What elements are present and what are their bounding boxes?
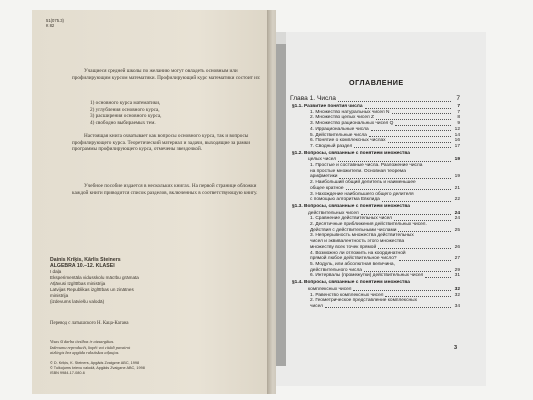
translator-credit: Перевод с латышского Н. Каца-Кагана	[50, 321, 129, 326]
toc-leader-dots	[394, 220, 451, 221]
page-margin-band-top	[276, 32, 286, 44]
approval-line: Atļāvusi Izglītības ministrija	[50, 281, 106, 286]
list-item: 3) расширения основного курса,	[90, 113, 162, 120]
toc-entry-text: 3. Множество рациональных чисел Q	[310, 121, 394, 127]
toc-entry-page: 12	[454, 126, 460, 132]
toc-entry-text: 5. Модуль, или абсолютная величина,	[310, 261, 395, 267]
book-title: ALGEBRA 10.–12. KLASEI	[50, 263, 115, 269]
toc-entry	[290, 197, 460, 203]
toc-entry-page: 29	[454, 267, 460, 273]
toc-leader-dots	[376, 119, 451, 120]
toc-entry-page: 24	[454, 210, 460, 216]
page-margin-band	[276, 44, 286, 366]
toc-leader-dots	[339, 178, 451, 179]
toc-entry-text: общее кратное	[310, 185, 344, 191]
toc-entry-text: 6. Понятие о комплексных числах	[310, 138, 386, 144]
page-number: 3	[454, 345, 458, 351]
toc-entry-page: 8	[457, 115, 460, 121]
copyright-line: © Tulkojums krievu valodā, Apgāds Zvaigzne ABC, 1998	[50, 365, 145, 370]
toc-entry-page: 31	[454, 273, 460, 279]
toc-leader-dots	[365, 108, 451, 109]
toc-entry-text: 3. Непрерывность множества действительных	[310, 233, 414, 239]
part-label: I daļa	[50, 269, 62, 274]
paragraph-3: Учебное пособие издается в нескольких книгах. На первой странице обложки каждой книги приводится список разделов, включенных в соответствующую книгу.	[72, 183, 258, 196]
rights-line: aizliegts bez apgāda rakstiskas atļaujas.	[50, 350, 120, 355]
toc-leader-dots	[346, 189, 452, 190]
toc-entry-text: множеству всех точек прямой	[310, 244, 377, 250]
list-item: 1) основного курса математики,	[90, 100, 161, 106]
toc-entry-page: 7	[457, 104, 460, 109]
udk-code	[46, 18, 64, 28]
paragraph-2: Настоящая книга охватывает как вопросы основного курса, так и вопросы профилирующего курса. Теоретический материал и задачи, выходящие за рамки программы профилирующего курса, отмечены звездочкой.	[72, 133, 251, 153]
toc-title: ОГЛАВЛЕНИЕ	[349, 78, 404, 87]
toc-leader-dots	[395, 125, 451, 126]
rights-line: Visas šī darba tiesības ir aizsargātas.	[50, 339, 115, 344]
toc-entry-text: 2. Наибольший общий делитель и наименьшее	[310, 180, 416, 186]
toc-entry-text: 1. Сравнение действительных чисел	[310, 216, 392, 222]
toc-leader-dots	[425, 277, 451, 278]
udk-line: К 82	[46, 23, 55, 28]
toc-entry-text: §1.2. Вопросы, связанные с понятием множества	[292, 150, 410, 156]
course-list	[90, 100, 161, 126]
toc-leader-dots	[371, 130, 451, 131]
toc-leader-dots	[338, 161, 451, 162]
toc-entry-text: комплексных чисел	[308, 286, 352, 292]
toc-entry-page: 32	[454, 286, 460, 292]
toc-entry-page: 16	[454, 138, 460, 144]
approval-line: (izdevums latviešu valodā)	[50, 299, 105, 304]
table-of-contents	[290, 95, 460, 310]
toc-leader-dots	[325, 307, 451, 308]
toc-entry-text: §1.3. Вопросы, связанные с понятием множества	[292, 203, 410, 209]
toc-entry	[290, 95, 460, 103]
list-item: 2) углубления основного курса,	[90, 106, 160, 113]
toc-entry-text: с помощью алгоритма Евклида	[310, 197, 380, 203]
toc-entry-text: чисел	[310, 303, 323, 309]
toc-entry	[290, 151, 460, 157]
toc-leader-dots	[353, 290, 451, 291]
toc-entry-page: 22	[454, 197, 460, 203]
bibliographic-block	[50, 257, 139, 305]
approval-line: ministrija	[50, 293, 69, 298]
toc-entry-page: 32	[454, 292, 460, 298]
approval-line: Eksperimentāla vidusskolu mācību grāmata	[50, 275, 139, 280]
list-item: 4) свободно выбираемых тем.	[90, 119, 156, 126]
toc-leader-dots	[385, 296, 451, 297]
toc-entry-text: 3. Нахождение наибольшего общего делителя	[310, 191, 414, 197]
toc-leader-dots	[378, 248, 451, 249]
intro-paragraph: Учащиеся средней школы по желанию могут овладеть основным или профилирующим курсом математики. Профилирующий курс математики состоит из:	[72, 68, 261, 81]
toc-entry-text: 2. Десятичные приближения действительных чисел.	[310, 222, 427, 228]
toc-leader-dots	[388, 142, 451, 143]
toc-entry-text: 1. Множество натуральных чисел N	[310, 109, 390, 115]
toc-entry	[290, 204, 460, 210]
toc-leader-dots	[392, 113, 451, 114]
toc-entry-text: целых чисел	[308, 157, 337, 163]
toc-entry-page: 19	[454, 157, 460, 163]
toc-entry-page: 27	[454, 256, 460, 262]
toc-entry-text: 1. Равенство комплексных чисел	[310, 292, 384, 298]
toc-leader-dots	[338, 101, 451, 102]
toc-entry	[290, 304, 460, 310]
toc-entry-text: действительных чисел	[308, 210, 359, 216]
copyright-line: © D. Kriķis, K. Steiners, Apgāds Zvaigzne ABC, 1998	[50, 361, 140, 365]
isbn: ISBN 9984-17-080-6	[50, 370, 85, 375]
toc-entry-page: 17	[454, 143, 460, 149]
toc-entry-text: на простые множители. Основная теорема	[310, 168, 406, 174]
toc-entry-text: 2. Множество целых чисел Z	[310, 115, 374, 121]
toc-leader-dots	[354, 147, 451, 148]
toc-entry-text: 6. Интервалы (промежутки) действительных чисел	[310, 273, 424, 279]
toc-entry-page: 14	[454, 132, 460, 138]
toc-entry-text: 5. Действительные числа	[310, 132, 367, 138]
toc-entry-page: 34	[454, 303, 460, 309]
toc-entry-page: 9	[457, 121, 460, 127]
toc-entry-text: Действия с действительными числами	[310, 227, 397, 233]
approval-line: Latvijas Republikas izglītības un zinātnes	[50, 287, 134, 292]
toc-entry-page: 7	[456, 95, 460, 102]
rights-notice	[50, 339, 130, 356]
toc-leader-dots	[382, 201, 451, 202]
toc-entry-text: Глава 1. Числа	[290, 95, 336, 102]
toc-entry-text: §1.1. Развитие понятия числа	[292, 104, 363, 109]
toc-entry-text: 1. Простые и составные числа. Разложение числа	[310, 163, 423, 169]
toc-entry-page: 26	[454, 244, 460, 250]
toc-entry-text: §1.4. Вопросы, связанные с понятием множества	[292, 280, 410, 286]
toc-entry-page: 19	[454, 174, 460, 180]
toc-entry-text: 4. Иррациональные числа	[310, 126, 369, 132]
toc-entry-text: 2. Геометрическое представление комплексных	[310, 298, 417, 304]
toc-entry-text: 4. Возможно ли отложить на координатной	[310, 250, 406, 256]
toc-entry	[290, 144, 460, 150]
udk-line: 51(075.3)	[46, 18, 64, 23]
authors: Dainis Kriķis, Kārlis Steiners	[50, 257, 121, 263]
toc-entry-page: 25	[454, 227, 460, 233]
rights-line: Izdevumu reproducēt, kopēt vai citādi pavairot	[50, 344, 131, 350]
toc-entry	[290, 280, 460, 286]
toc-entry-page: 7	[457, 109, 460, 115]
book-spine	[268, 10, 276, 394]
toc-entry-page: 24	[454, 216, 460, 222]
toc-entry-page: 21	[454, 185, 460, 191]
toc-entry-text: прямой любое действительное число?	[310, 256, 397, 262]
toc-entry-text: чисел и эквивалентность этого множества	[310, 239, 405, 245]
copyright-block	[50, 361, 145, 375]
toc-entry-text: арифметики	[310, 174, 338, 180]
toc-entry	[290, 273, 460, 279]
toc-leader-dots	[369, 136, 451, 137]
toc-leader-dots	[399, 260, 451, 261]
toc-entry-text: 7. Сводный раздел	[310, 143, 353, 149]
toc-entry-text: действительного числа	[310, 267, 362, 273]
